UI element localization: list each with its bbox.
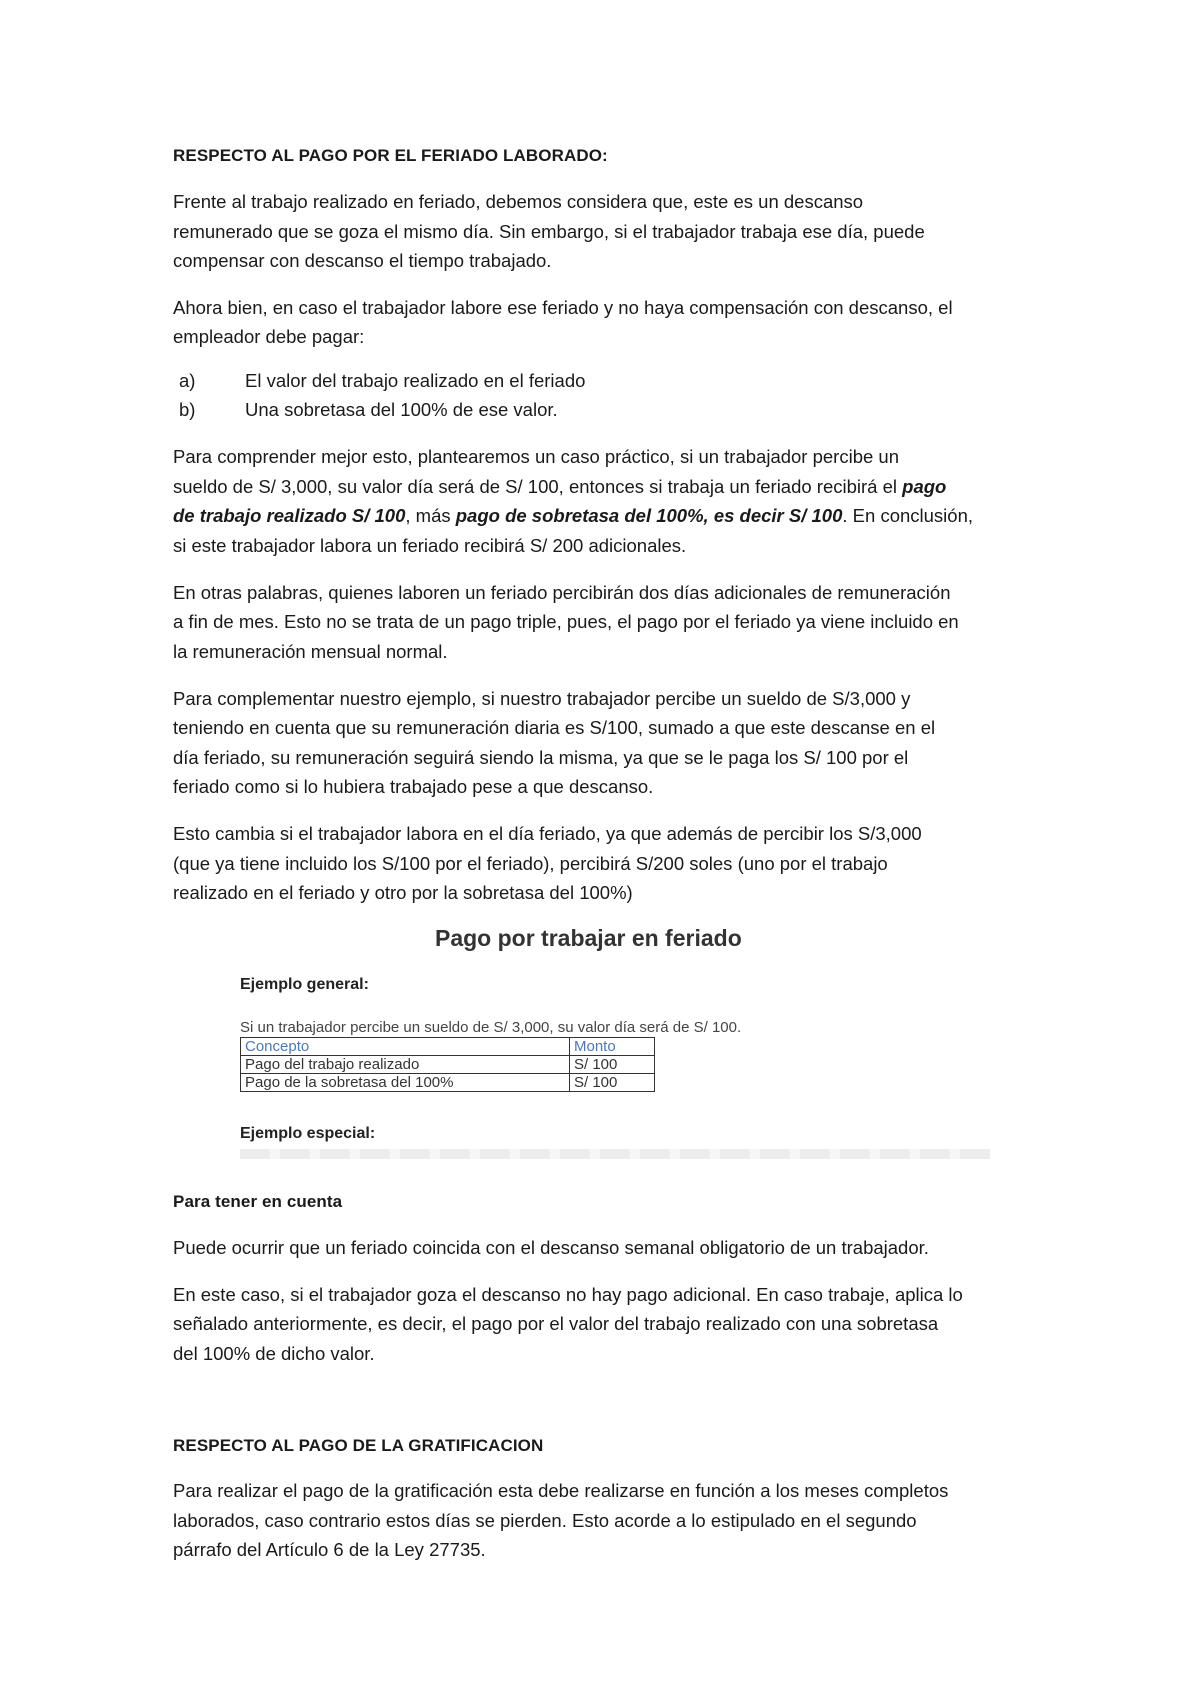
paragraph-line: laborados, caso contrario estos días se pierden. Esto acorde a lo estipulado en el segundo (173, 1510, 917, 1531)
paragraph-line: del 100% de dicho valor. (173, 1343, 375, 1364)
paragraph-line: Ahora bien, en caso el trabajador labore ese feriado y no haya compensación con descanso, el (173, 297, 953, 318)
text-span: . En conclusión, (842, 505, 973, 526)
list-item-text: Una sobretasa del 100% de ese valor. (245, 399, 558, 420)
list-marker: b) (179, 399, 196, 420)
paragraph-line: si este trabajador labora un feriado recibirá S/ 200 adicionales. (173, 535, 687, 556)
table-header-row (241, 1038, 655, 1056)
payment-table (240, 1037, 655, 1092)
table-row (241, 1056, 655, 1074)
figure-cropped-text (240, 1149, 990, 1159)
paragraph-line: (que ya tiene incluido los S/100 por el feriado), percibirá S/200 soles (uno por el trabajo (173, 853, 888, 874)
paragraph-line: compensar con descanso el tiempo trabajado. (173, 250, 552, 271)
table-header-cell: Monto (570, 1038, 655, 1056)
paragraph-line: a fin de mes. Esto no se trata de un pago triple, pues, el pago por el feriado ya viene incluido en (173, 611, 959, 632)
paragraph-line: feriado como si lo hubiera trabajado pese a que descanso. (173, 776, 654, 797)
paragraph-line: Frente al trabajo realizado en feriado, debemos considera que, este es un descanso (173, 191, 864, 212)
paragraph-line: señalado anteriormente, es decir, el pago por el valor del trabajo realizado con una sobretasa (173, 1313, 939, 1334)
paragraph-line: En este caso, si el trabajador goza el descanso no hay pago adicional. En caso trabaje, aplica lo (173, 1284, 963, 1305)
table-row (241, 1074, 655, 1092)
paragraph-line: remunerado que se goza el mismo día. Sin embargo, si el trabajador trabaja ese día, puede (173, 221, 925, 242)
paragraph-line: Para complementar nuestro ejemplo, si nuestro trabajador percibe un sueldo de S/3,000 y (173, 688, 911, 709)
text-span: sueldo de S/ 3,000, su valor día será de S/ 100, entonces si trabaja un feriado recibirá el (173, 476, 903, 497)
table-cell: Pago de la sobretasa del 100% (241, 1074, 570, 1092)
paragraph-line: realizado en el feriado y otro por la sobretasa del 100%) (173, 882, 633, 903)
paragraph-line: párrafo del Artículo 6 de la Ley 27735. (173, 1539, 486, 1560)
paragraph-line (173, 476, 946, 498)
figure-special-label: Ejemplo especial: (240, 1125, 376, 1142)
payment-example-figure (240, 925, 1000, 1170)
table-header-cell: Concepto (241, 1038, 570, 1056)
list-item-text: El valor del trabajo realizado en el feriado (245, 370, 586, 391)
paragraph-line: Esto cambia si el trabajador labora en el día feriado, ya que además de percibir los S/3,000 (173, 823, 922, 844)
emphasis-text: pago de sobretasa del 100%, es decir S/ 100 (455, 505, 843, 526)
list-marker: a) (179, 370, 196, 391)
section-heading-tener-en-cuenta: Para tener en cuenta (173, 1192, 343, 1211)
paragraph-line: Para comprender mejor esto, plantearemos un caso práctico, si un trabajador percibe un (173, 446, 899, 467)
emphasis-text: de trabajo realizado S/ 100 (173, 505, 406, 526)
paragraph-line: teniendo en cuenta que su remuneración diaria es S/100, sumado a que este descanse en el (173, 717, 936, 738)
paragraph-line: la remuneración mensual normal. (173, 641, 448, 662)
emphasis-text: pago (902, 476, 947, 497)
paragraph-line: empleador debe pagar: (173, 326, 365, 347)
table-cell: S/ 100 (570, 1056, 655, 1074)
paragraph-line: Puede ocurrir que un feriado coincida con el descanso semanal obligatorio de un trabajador. (173, 1237, 929, 1258)
text-span: , más (405, 505, 456, 526)
table-cell: Pago del trabajo realizado (241, 1056, 570, 1074)
paragraph-line (173, 505, 973, 527)
section-heading-feriado: RESPECTO AL PAGO POR EL FERIADO LABORADO: (173, 146, 608, 165)
figure-general-text: Si un trabajador percibe un sueldo de S/ 3,000, su valor día será de S/ 100. (240, 1019, 742, 1036)
paragraph-line: día feriado, su remuneración seguirá siendo la misma, ya que se le paga los S/ 100 por el (173, 747, 909, 768)
figure-general-label: Ejemplo general: (240, 976, 369, 993)
list-item (173, 399, 558, 421)
paragraph-line: En otras palabras, quienes laboren un feriado percibirán dos días adicionales de remuneración (173, 582, 951, 603)
section-heading-gratificacion: RESPECTO AL PAGO DE LA GRATIFICACION (173, 1436, 544, 1455)
figure-title: Pago por trabajar en feriado (435, 925, 742, 951)
table-cell: S/ 100 (570, 1074, 655, 1092)
paragraph-line: Para realizar el pago de la gratificación esta debe realizarse en función a los meses completos (173, 1480, 949, 1501)
list-item (173, 370, 585, 392)
